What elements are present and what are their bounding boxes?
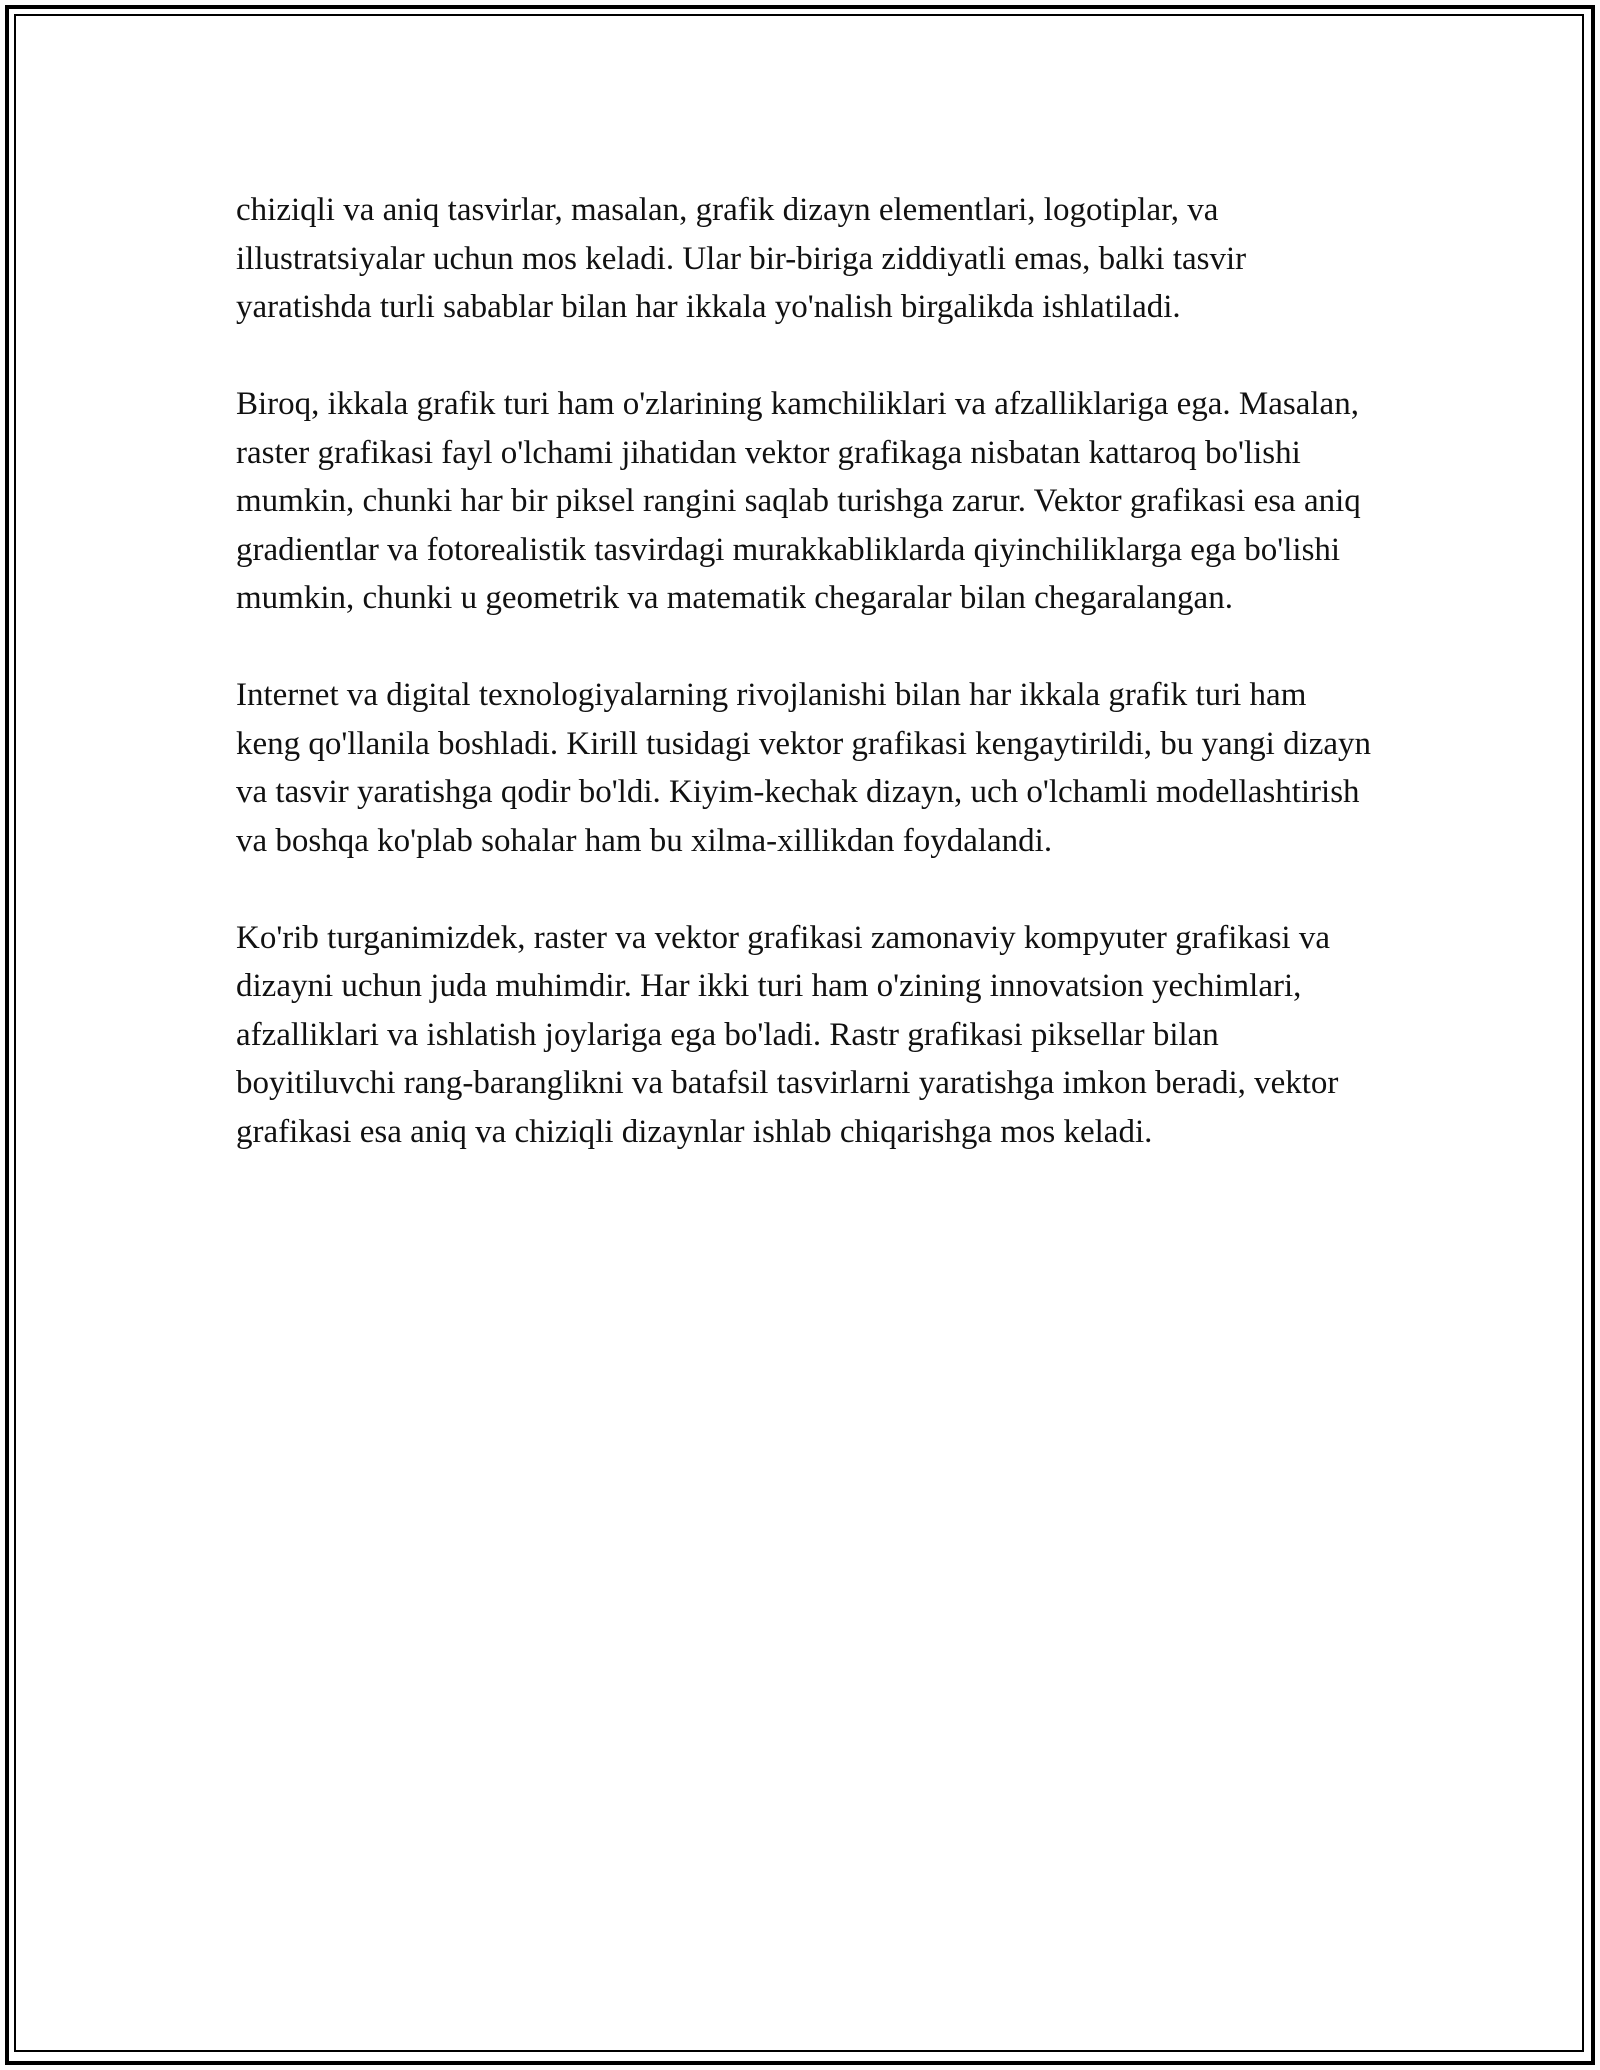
paragraph: Biroq, ikkala grafik turi ham o'zlarining kamchiliklari va afzalliklariga ega. Masalan, raster grafikasi fayl o'lchami jihatidan vektor grafikaga nisbatan kattaroq bo'lishi mumkin, chunki har bir piksel rangini saqlab turishga zarur. Vektor grafikasi esa aniq gradientlar va fotorealistik tasvirdagi murakkabliklarda qiyinchiliklarga ega bo'lishi mumkin, chunki u geometrik va matematik chegaralar bilan chegaralangan. bbox=[236, 386, 1361, 616]
paragraph: Ko'rib turganimizdek, raster va vektor grafikasi zamonaviy kompyuter grafikasi va dizayni uchun juda muhimdir. Har ikki turi ham o'zining innovatsion yechimlari, afzalliklari va ishlatish joylariga ega bo'ladi. Rastr grafikasi piksellar bilan boyitiluvchi rang-baranglikni va batafsil tasvirlarni yaratishga imkon beradi, vektor grafikasi esa aniq va chiziqli dizaynlar ishlab chiqarishga mos keladi. bbox=[236, 919, 1339, 1150]
paragraph: Internet va digital texnologiyalarning rivojlanishi bilan har ikkala grafik turi ham keng qo'llanila boshladi. Kirill tusidagi vektor grafikasi kengaytirildi, bu yangi dizayn va tasvir yaratishga qodir bo'ldi. Kiyim-kechak dizayn, uch o'lchamli modellashtirish va boshqa ko'plab sohalar ham bu xilma-xillikdan foydalandi. bbox=[236, 677, 1372, 859]
document-body bbox=[236, 186, 1376, 1205]
paragraph: chiziqli va aniq tasvirlar, masalan, grafik dizayn elementlari, logotiplar, va illustratsiyalar uchun mos keladi. Ular bir-biriga ziddiyatli emas, balki tasvir yaratishda turli sabablar bilan har ikkala yo'nalish birgalikda ishlatiladi. bbox=[236, 192, 1247, 325]
